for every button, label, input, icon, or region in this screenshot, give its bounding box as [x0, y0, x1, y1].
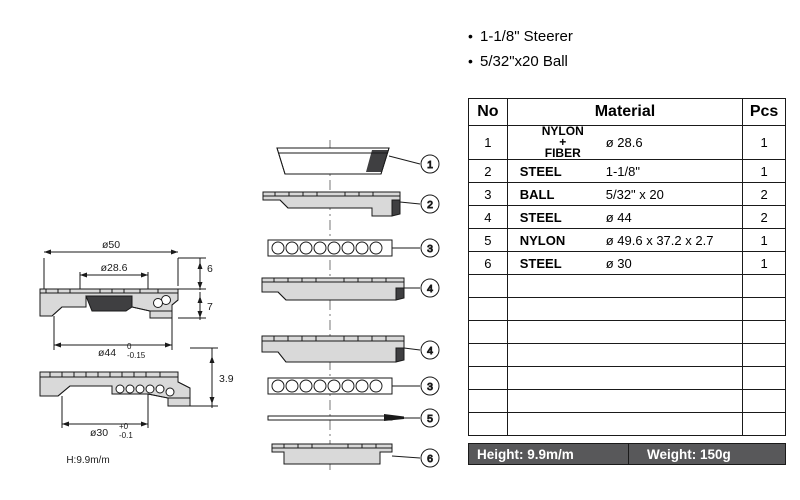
dimension-text-6: 6 — [207, 263, 213, 275]
material-name: STEEL — [519, 163, 562, 179]
exploded-part-3-lower — [268, 378, 392, 394]
dimension-text-dia28-6: ø28.6 — [100, 262, 128, 274]
dimension-dia44 — [54, 316, 172, 350]
material-dimension: 5/32" x 20 — [605, 186, 664, 202]
dimension-6 — [178, 258, 206, 290]
exploded-part-2 — [263, 192, 400, 216]
balloon-label: 6 — [427, 453, 433, 465]
material-dimension: ø 44 — [605, 209, 632, 225]
material-name: BALL — [519, 186, 555, 202]
material-name: STEEL — [519, 255, 562, 271]
bullet-icon: • — [468, 28, 473, 44]
cell-pcs: 1 — [743, 126, 786, 160]
exploded-part-1 — [277, 148, 389, 174]
cell-pcs: 2 — [743, 206, 786, 229]
cell-no: 4 — [469, 206, 508, 229]
spec-note-text: 5/32"x20 Ball — [480, 53, 568, 70]
balloon-label: 1 — [427, 159, 433, 171]
cell-no: 3 — [469, 183, 508, 206]
cell-no: 2 — [469, 160, 508, 183]
dimension-3-9 — [190, 348, 218, 408]
balloon-label: 3 — [427, 381, 433, 393]
balloon-label: 3 — [427, 243, 433, 255]
balloon-2 — [421, 195, 439, 213]
material-dimension: 1-1/8" — [605, 163, 640, 179]
balloon-3-lower — [421, 377, 439, 395]
balloon-5 — [421, 409, 439, 427]
cell-pcs: 2 — [743, 183, 786, 206]
height-note: H:9.9m/m — [66, 455, 110, 466]
dimension-text-dia44: ø44 — [98, 347, 117, 359]
dimension-7 — [178, 292, 206, 320]
dimension-text-dia30: ø30 — [90, 427, 109, 439]
cell-no: 1 — [469, 126, 508, 160]
top-cup-section — [40, 289, 178, 318]
balloon-3-upper — [421, 239, 439, 257]
exploded-part-4-lower — [262, 336, 404, 362]
dimension-text-dia50: ø50 — [101, 239, 121, 251]
column-header-material: Material — [507, 99, 742, 126]
weight-value: Weight: 150g — [647, 446, 731, 462]
cell-pcs: 1 — [743, 160, 786, 183]
material-dimension: ø 49.6 x 37.2 x 2.7 — [605, 232, 714, 248]
exploded-part-3-upper — [268, 240, 392, 256]
balloon-1 — [421, 155, 439, 173]
balloon-4-lower — [421, 341, 439, 359]
bullet-icon: • — [468, 53, 473, 69]
exploded-part-4-upper — [262, 278, 404, 300]
cell-no: 5 — [469, 229, 508, 252]
cell-pcs: 1 — [743, 252, 786, 275]
balloon-6 — [421, 449, 439, 467]
cell-no: 6 — [469, 252, 508, 275]
spec-note-text: 1-1/8" Steerer — [480, 28, 573, 45]
tolerance-upper-lo: -0.15 — [127, 351, 146, 360]
exploded-part-6 — [272, 444, 392, 464]
material-name: NYLON — [519, 232, 566, 248]
material-name-stack: NYLON + FIBER — [541, 124, 584, 160]
tolerance-lower-lo: -0.1 — [119, 431, 133, 440]
balloon-4-upper — [421, 279, 439, 297]
balloon-label: 4 — [427, 345, 433, 357]
height-value: Height: 9.9m/m — [469, 444, 629, 464]
balloon-label: 4 — [427, 283, 433, 295]
column-header-pcs: Pcs — [743, 99, 786, 126]
cell-pcs: 1 — [743, 229, 786, 252]
material-dimension: ø 28.6 — [605, 135, 643, 150]
balloon-label: 5 — [427, 413, 433, 425]
material-dimension: ø 30 — [605, 255, 632, 271]
exploded-part-5 — [268, 414, 404, 421]
dimension-text-7: 7 — [207, 301, 213, 313]
dimension-text-3-9: 3.9 — [219, 373, 234, 385]
tolerance-upper-hi: 0 — [127, 342, 132, 351]
tolerance-lower-hi: +0 — [119, 422, 129, 431]
dimension-dia30 — [62, 394, 148, 428]
balloon-label: 2 — [427, 199, 433, 211]
material-name: STEEL — [519, 209, 562, 225]
column-header-no: No — [469, 99, 508, 126]
